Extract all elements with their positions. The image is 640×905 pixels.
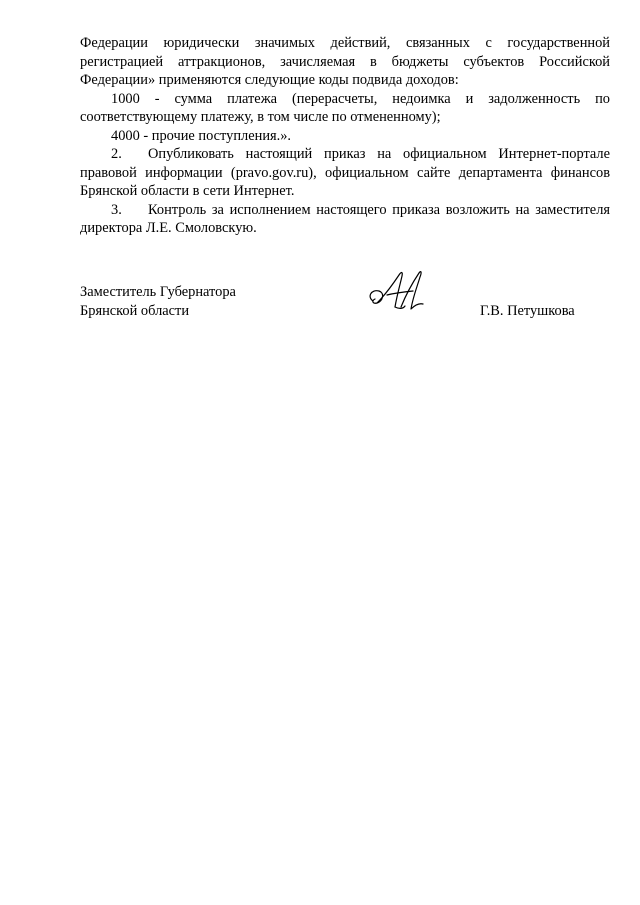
signature-block: [80, 283, 610, 320]
item-3-text: Контроль за исполнением настоящего приказа возложить на заместителя директора Л.Е. Смоловскую.: [80, 201, 610, 236]
item-2: [80, 145, 610, 201]
paragraph-code-1000: 1000 - сумма платежа (перерасчеты, недоимка и задолженность по соответствующему платежу, в том числе по отмененному);: [80, 90, 610, 125]
item-2-number: 2.: [111, 146, 122, 162]
signer-name: Г.В. Петушкова: [480, 302, 575, 319]
item-2-text: Опубликовать настоящий приказ на официальном Интернет-портале правовой информации (pravo.gov.ru), официальном сайте департамента финансов Брянской области в сети Интернет.: [80, 146, 610, 199]
signer-title-line1: Заместитель Губернатора: [80, 284, 236, 300]
item-3-number: 3.: [111, 201, 122, 218]
handwritten-signature: [365, 267, 435, 317]
paragraph-federation-codes: Федерации юридически значимых действий, связанных с государственной регистрацией аттракционов, зачисляемая в бюджеты субъектов Российской Федерации» применяются следующие коды подвида доходов:: [80, 35, 610, 88]
item-3: [80, 201, 610, 238]
signer-title-line2: Брянской области: [80, 302, 190, 319]
paragraph-code-4000: 4000 - прочие поступления.».: [111, 127, 292, 144]
document-body: [80, 34, 610, 238]
